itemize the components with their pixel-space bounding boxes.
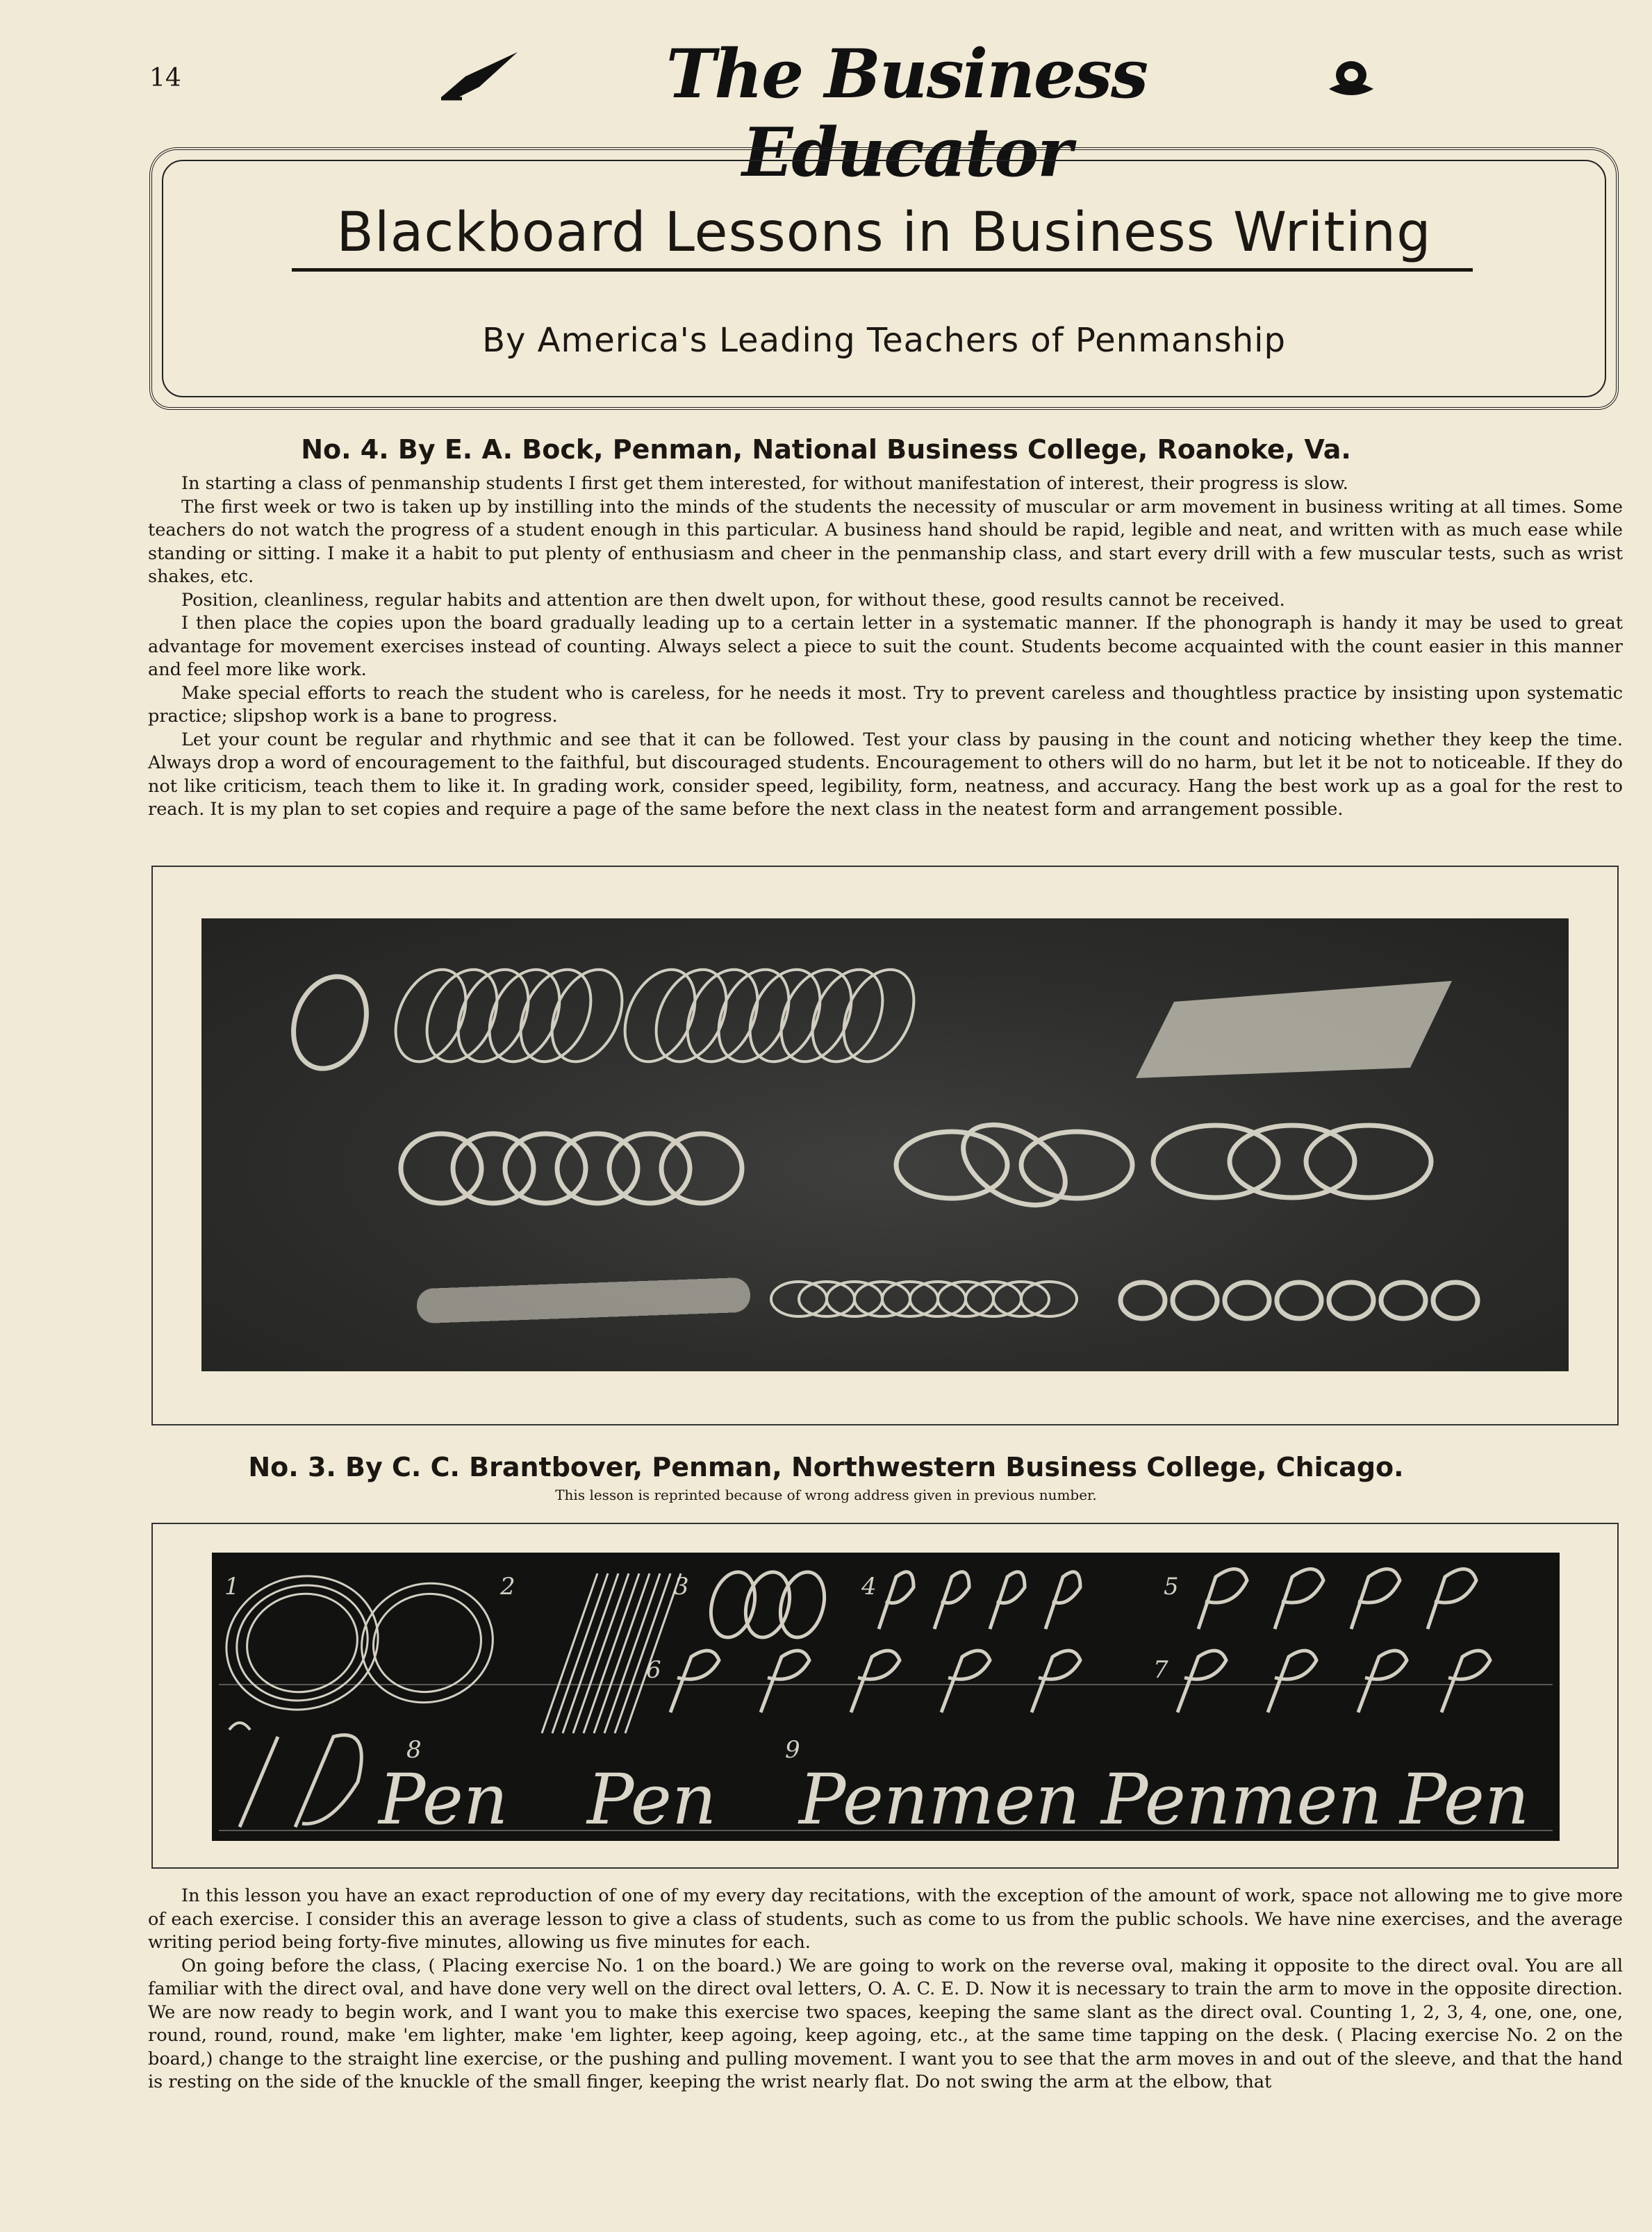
title-frame [149,147,1619,410]
lesson3-note: This lesson is reprinted because of wrong address given in previous number. [555,1487,1097,1503]
page-title: Blackboard Lessons in Business Writing [336,201,1432,264]
lesson4-text [148,472,1623,822]
svg-text:5: 5 [1164,1573,1179,1601]
board-word: Pen [1400,1759,1530,1840]
svg-text:1: 1 [224,1573,240,1601]
lesson3-blackboard-image [212,1553,1560,1841]
lesson3-text [148,1885,1623,2094]
chalk-oval-drills [201,918,1569,1371]
svg-text:3: 3 [674,1573,689,1601]
quill-pen-icon [438,49,521,104]
paragraph: In this lesson you have an exact reproduction of one of my every day recitations, with the exception of the amount of work, space not allowing me to give more of each exercise. I consider this an average lesson to give a class of students, such as come to us from the public schools. We have nine exercises, and the average writing period being forty-five minutes, allowing us five minutes for each. [148,1885,1623,1953]
svg-text:2: 2 [500,1573,515,1601]
lesson4-heading: No. 4. By E. A. Bock, Penman, National Business College, Roanoke, Va. [301,434,1351,465]
paragraph: In starting a class of penmanship students I first get them interested, for without manifestation of interest, their progress is slow. [181,473,1348,494]
paragraph: I then place the copies upon the board gradually leading up to a certain letter in a systematic manner. If the phonograph is handy it may be used to great advantage for movement exercises instead of counting. Always select a piece to suit the count. Students become acquainted with the count easier in this manner and feel more like work. [148,613,1623,680]
lesson3-heading: No. 3. By C. C. Brantbover, Penman, Northwestern Business College, Chicago. [248,1452,1404,1482]
svg-text:9: 9 [785,1736,800,1764]
svg-text:4: 4 [861,1573,877,1601]
svg-text:6: 6 [646,1656,661,1684]
board-word: Penmen [1101,1759,1382,1840]
paragraph: The first week or two is taken up by instilling into the minds of the students the necessity of muscular or arm movement in business writing at all times. Some teachers do not watch the progress of a student enough in this particular. A business hand should be rapid, legible and neat, and written with as much ease while standing or sitting. I make it a habit to put plenty of enthusiasm and cheer in the penmanship class, and start every drill with a few muscular tests, such as wrist shakes, etc. [148,496,1623,587]
masthead: The Business Educator [666,35,1148,192]
paragraph: Let your count be regular and rhythmic and see that it can be followed. Test your class by pausing in the count and noticing whether they keep the time. Always drop a word of encouragement to the faithful, but discouraged students. Encouragement to others will do no harm, but let it be not to noticeable. If they do not like criticism, teach them to like it. In grading work, consider speed, legibility, form, neatness, and accuracy. Hang the best work up as a goal for the rest to reach. It is my plan to set copies and require a page of the same before the next class in the neatest form and arrangement possible. [148,729,1623,820]
svg-text:8: 8 [406,1736,422,1764]
board-word: Penmen [799,1759,1080,1840]
page-number: 14 [149,64,181,92]
page-subtitle: By America's Leading Teachers of Penmanship [482,321,1286,360]
board-word: Pen [587,1759,717,1840]
paragraph: Make special efforts to reach the student who is careless, for he needs it most. Try to prevent careless and thoughtless practice by insisting upon systematic practice; slipshop work is a bane to progress. [148,682,1623,727]
svg-text:7: 7 [1153,1656,1168,1684]
masthead-emblem-icon [1323,56,1379,104]
lesson4-blackboard-image [201,918,1569,1371]
chalk-letter-drills [212,1553,1560,1841]
board-word: Pen [379,1759,509,1840]
paragraph: Position, cleanliness, regular habits and attention are then dwelt upon, for without these, good results cannot be received. [181,589,1285,611]
paragraph: On going before the class, ( Placing exercise No. 1 on the board.) We are going to work on the reverse oval, making it opposite to the direct oval. You are all familiar with the direct oval, and have done very well on the direct oval letters, O. A. C. E. D. Now it is necessary to train the arm to move in the opposite direction. We are now ready to begin work, and I want you to make this exercise two spaces, keeping the same slant as the direct oval. Counting 1, 2, 3, 4, one, one, one, round, round, round, make 'em lighter, make 'em lighter, keep agoing, keep agoing, etc., at the same time tapping on the desk. ( Placing exercise No. 2 on the board,) change to the straight line exercise, or the pushing and pulling movement. I want you to see that the arm moves in and out of the sleeve, and that the hand is resting on the side of the knuckle of the small finger, keeping the wrist nearly flat. Do not swing the arm at the elbow, that [148,1955,1623,2092]
title-underline [292,268,1473,272]
